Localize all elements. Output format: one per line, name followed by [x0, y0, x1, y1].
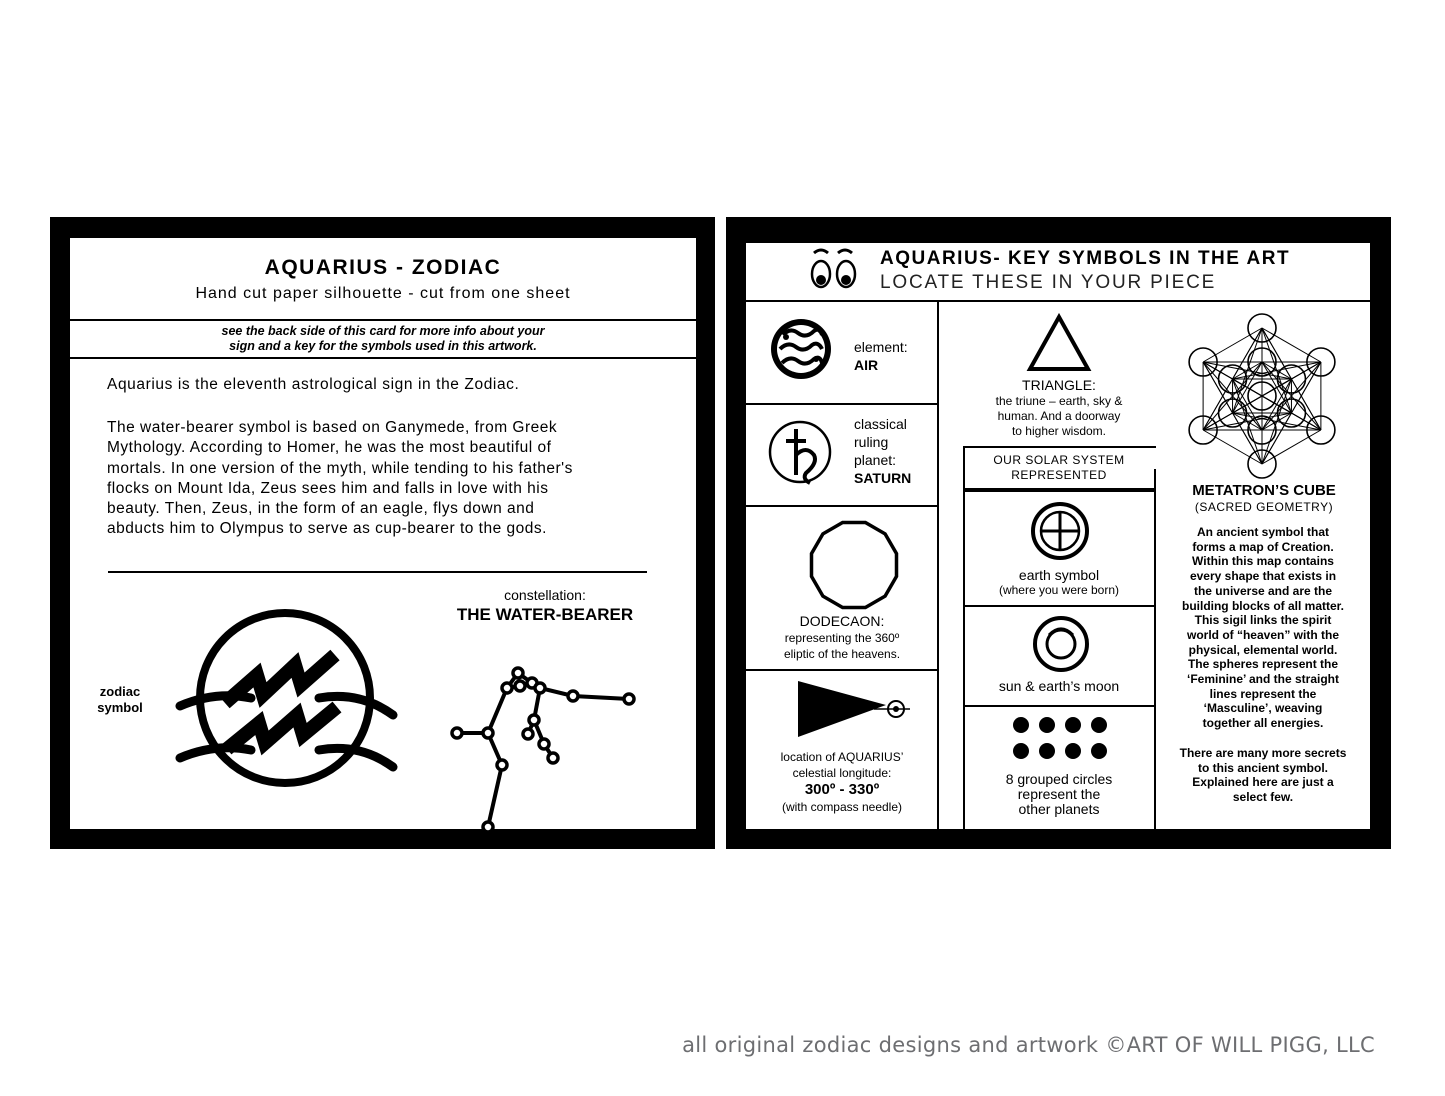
solar-line: REPRESENTED: [1011, 468, 1107, 482]
zodiac-label-line: zodiac: [99, 684, 141, 699]
planet-label-line: ruling: [854, 434, 889, 450]
sun-moon-label: sun & earth’s moon: [998, 678, 1120, 694]
right-subtitle: LOCATE THESE IN YOUR PIECE: [880, 272, 1217, 293]
location-value: 300º - 330º: [804, 781, 880, 798]
divider: [746, 669, 938, 671]
earth-note: (where you were born): [998, 583, 1120, 597]
metatron-line: building blocks of all matter.: [1181, 598, 1345, 613]
divider: [746, 505, 938, 507]
element-value: AIR: [854, 357, 879, 373]
circles-line: 8 grouped circles: [1005, 771, 1113, 787]
story-line: The water-bearer symbol is based on Ganymede, from Greek: [107, 419, 558, 436]
story-line: beauty. Then, Zeus, in the form of an eagle, flys down and: [107, 500, 535, 518]
eyes-icon: [808, 245, 860, 291]
metatron-line: forms a map of Creation.: [1192, 539, 1334, 554]
metatron-desc: [1158, 525, 1368, 805]
triangle-line: to higher wisdom.: [1011, 424, 1107, 438]
triangle-desc: [946, 394, 1172, 439]
solar-line: OUR SOLAR SYSTEM: [993, 453, 1125, 467]
secret-line: There are many more secrets: [1179, 745, 1347, 760]
divider: [964, 488, 1155, 492]
left-title: AQUARIUS - ZODIAC: [264, 256, 502, 279]
metatron-line: the universe and are the: [1193, 583, 1333, 598]
metatron-line: Within this map contains: [1192, 554, 1334, 569]
metatron-line: lines represent the: [1209, 686, 1317, 701]
compass-needle-icon: [794, 679, 914, 741]
location-line: celestial longitude:: [792, 766, 892, 780]
divider: [70, 319, 696, 321]
constellation-icon: [430, 633, 680, 833]
note-line-1: see the back side of this card for more info about your: [221, 324, 545, 338]
metatron-line: An ancient symbol that: [1196, 525, 1330, 539]
metatron-subtitle: (SACRED GEOMETRY): [1194, 500, 1334, 514]
left-card-panel: [70, 238, 696, 829]
solar-system-header: [964, 453, 1154, 483]
element-label: element:: [854, 339, 908, 355]
dodecaon-line: eliptic of the heavens.: [783, 647, 901, 661]
story-line: abducts him to Olympus to serve as cup-bearer to the gods.: [107, 520, 547, 538]
metatron-line: ‘Feminine’ and the straight: [1186, 672, 1340, 687]
circles-line: represent the: [1017, 786, 1101, 802]
location-note: (with compass needle): [781, 800, 903, 814]
dodecaon-line: representing the 360º: [784, 631, 900, 645]
dodecagon-icon: [804, 515, 904, 615]
planet-value: SATURN: [854, 470, 912, 486]
metatrons-cube-icon: [1188, 310, 1336, 482]
secret-line: select few.: [1232, 789, 1294, 804]
aquarius-glyph-icon: [155, 603, 415, 793]
earth-symbol-icon: [1029, 500, 1091, 562]
dodecaon-title: DODECAON:: [799, 613, 885, 629]
metatron-title: METATRON’S CUBE: [1192, 482, 1336, 499]
right-title: AQUARIUS- KEY SYMBOLS IN THE ART: [880, 248, 1291, 269]
air-element-icon: [768, 315, 834, 383]
metatron-line: together all energies.: [1202, 716, 1324, 731]
constellation-label: constellation:: [504, 587, 586, 603]
metatron-line: every shape that exists in: [1189, 569, 1337, 584]
triangle-line: the triune – earth, sky &: [995, 394, 1123, 408]
separator-line: [108, 571, 647, 573]
story-line: flocks on Mount Ida, Zeus sees him and falls in love with his: [107, 479, 549, 497]
divider: [70, 357, 696, 359]
triangle-title: TRIANGLE:: [1022, 377, 1096, 393]
right-card: [726, 217, 1391, 849]
dodecaon-desc: [746, 630, 938, 662]
sun-moon-icon: [1031, 613, 1091, 675]
zodiac-label: [90, 684, 150, 716]
earth-label: earth symbol: [1018, 567, 1100, 583]
secret-line: to this ancient symbol.: [1197, 760, 1329, 775]
left-card: [50, 217, 715, 849]
planet-label-line: classical: [854, 416, 907, 432]
footer-copyright: all original zodiac designs and artwork ©ART OF WILL PIGG, LLC: [682, 1033, 1375, 1057]
metatron-line: This sigil links the spirit: [1194, 613, 1332, 628]
intro-text: Aquarius is the eleventh astrological sign in the Zodiac.: [107, 376, 520, 393]
divider: [746, 300, 1370, 302]
note-line-2: sign and a key for the symbols used in this artwork.: [229, 339, 537, 353]
story-line: Mythology. According to Homer, he was the most beautiful of: [107, 439, 552, 457]
constellation-name: THE WATER-BEARER: [456, 605, 634, 624]
divider: [963, 446, 1156, 448]
zodiac-label-line: symbol: [97, 700, 143, 715]
planet-label: [854, 415, 911, 487]
circles-line: other planets: [1018, 801, 1100, 817]
story-line: mortals. In one version of the myth, while tending to his father's: [107, 459, 573, 477]
metatron-line: The spheres represent the: [1187, 657, 1339, 672]
triangle-line: human. And a doorway: [997, 409, 1121, 423]
story-text: [107, 418, 573, 540]
circles-desc: [964, 772, 1154, 817]
planet-circles-icon: [1011, 715, 1111, 763]
divider: [746, 403, 938, 405]
metatron-line: physical, elemental world.: [1188, 642, 1338, 657]
left-subtitle: Hand cut paper silhouette - cut from one sheet: [195, 285, 571, 302]
divider: [964, 605, 1155, 607]
triangle-icon: [1026, 313, 1092, 373]
divider: [964, 705, 1155, 707]
location-desc: [746, 749, 938, 815]
planet-label-line: planet:: [854, 452, 897, 468]
saturn-icon: [766, 413, 836, 491]
metatron-line: world of “heaven” with the: [1186, 627, 1339, 642]
divider: [1154, 469, 1156, 829]
metatron-line: ‘Masculine’, weaving: [1203, 701, 1323, 716]
right-card-panel: [746, 243, 1370, 829]
secret-line: Explained here are just a: [1192, 775, 1334, 790]
location-line: location of AQUARIUS’: [780, 750, 904, 764]
